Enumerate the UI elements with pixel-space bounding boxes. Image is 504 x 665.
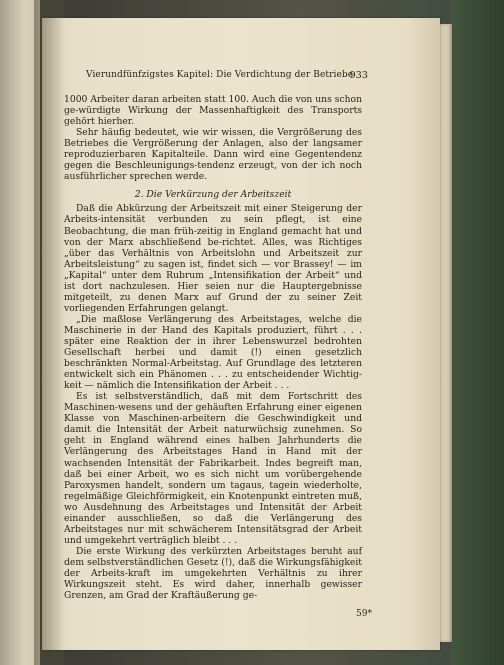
book-cover-edge	[451, 0, 504, 665]
running-head	[64, 70, 368, 82]
paragraph: Daß die Abkürzung der Arbeitszeit mit einer Steigerung der Arbeits-intensität verbunden zu sein pflegt, ist eine Beobachtung, die man früh-zeitig in England gemacht hat und von der Marx abschließend be-richtet. Alles, was Richtiges „über das Verhältnis von Arbeitslohn und Arbeitszeit zur Arbeitsleistung“ zu sagen ist, findet sich — vor Brassey! — im „Kapital“ unter dem Rubrum „Intensifikation der Arbeit“ und ist dort nachzulesen. Hier seien nur die Hauptergebnisse mitgeteilt, zu denen Marx auf Grund der zu seiner Zeit vorliegenden Erfahrungen gelangt.	[64, 203, 362, 314]
book-gutter	[34, 0, 64, 665]
running-head-title: Vierundfünfzigstes Kapitel: Die Verdichtung der Betriebe	[86, 70, 354, 80]
section-heading: 2. Die Verkürzung der Arbeitszeit	[134, 189, 292, 201]
paragraph: Sehr häufig bedeutet, wie wir wissen, die Vergrößerung des Betriebes die Vergrößerung der Anlagen, also der langsamer reproduzierbaren Kapitalteile. Dann wird eine Gegentendenz gegen die Beschleunigungs-tendenz erzeugt, von der ich noch ausführlicher sprechen werde.	[64, 127, 362, 183]
quote-paragraph: Die erste Wirkung des verkürzten Arbeitstages beruht auf dem selbstverständlichen Gesetz (!), daß die Wirkungsfähigkeit der Arbeits-kraft im umgekehrten Verhältnis zu ihrer Wirkungszeit steht. Es wird daher, innerhalb gewisser Grenzen, am Grad der Kraftäußerung ge-	[64, 545, 362, 602]
quote-paragraph: „Die maßlose Verlängerung des Arbeitstages, welche die Maschinerie in der Hand des Kapitals produziert, führt . . . später eine Reaktion der in ihrer Lebenswurzel bedrohten Gesellschaft herbei und damit (!) einen gesetzlich beschränkten Normal-Arbeitstag. Auf Grundlage des letzteren entwickelt sich ein Phänomen . . . zu entscheidender Wichtig-keit — nämlich die Intensifikation der Arbeit . . .	[64, 313, 362, 392]
quote-paragraph: Es ist selbstverständlich, daß mit dem Fortschritt des Maschinen-wesens und der gehäuften Erfahrung einer eigenen Klasse von Maschinen-arbeitern die Geschwindigkeit und damit die Intensität der Arbeit naturwüchsig zunehmen. So geht in England während eines halben Jahrhunderts die Verlängerung des Arbeitstages Hand in Hand mit der wachsenden Intensität der Fabrikarbeit. Indes begreift man, daß bei einer Arbeit, wo es sich nicht um vorübergehende Paroxysmen handelt, sondern um tagaus, tagein wiederholte, regelmäßige Gleichförmigkeit, ein Knotenpunkt eintreten muß, wo Ausdehnung des Arbeitstages und Intensität der Arbeit einander ausschließen, so daß die Verlängerung des Arbeitstages nur mit schwächerem Intensitätsgrad der Arbeit und umgekehrt verträglich bleibt . . .	[64, 391, 362, 546]
signature-mark: 59*	[356, 609, 372, 619]
page-number: 933	[349, 70, 368, 81]
paragraph: 1000 Arbeiter daran arbeiten statt 100. Auch die von uns schon ge-würdigte Wirkung der Massenhaftigkeit des Transports gehört hierher.	[64, 94, 362, 128]
page-content	[64, 70, 372, 619]
